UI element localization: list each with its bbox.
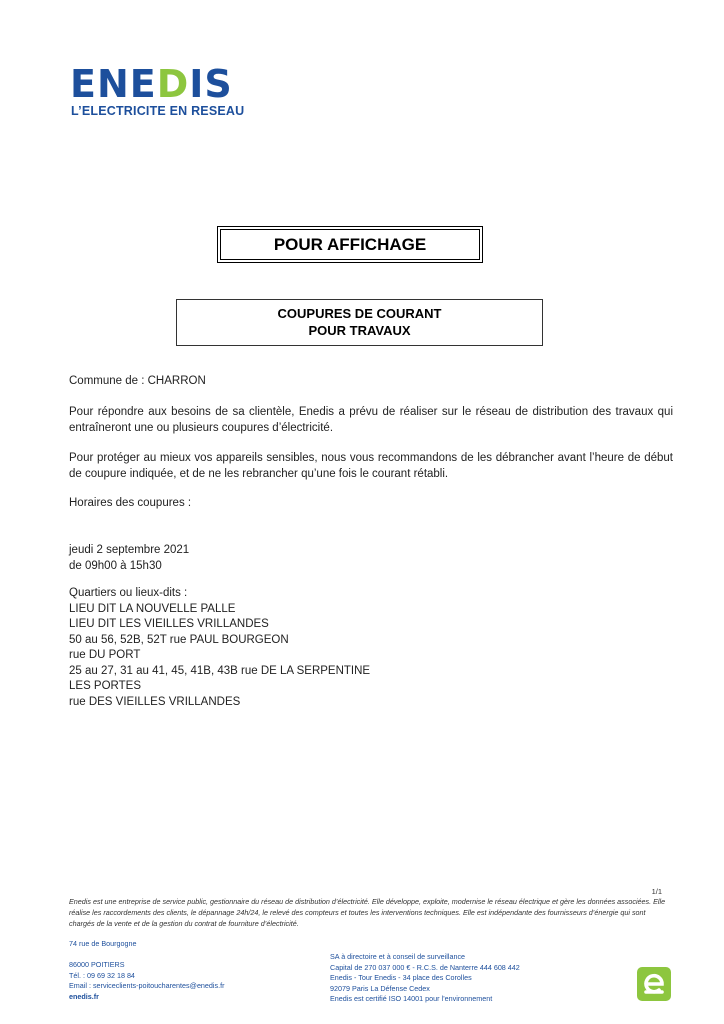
footer-phone: Tél. : 09 69 32 18 84	[69, 970, 135, 980]
display-notice-box	[217, 226, 483, 263]
location-item: LIEU DIT LA NOUVELLE PALLE	[69, 602, 236, 615]
location-item: rue DU PORT	[69, 649, 141, 661]
display-notice-label: POUR AFFICHAGE	[273, 234, 427, 254]
corporate-line: Enedis - Tour Enedis - 34 place des Corolles	[330, 973, 472, 982]
commune-line: Commune de : CHARRON	[69, 375, 206, 387]
footer-disclaimer: Enedis est une entreprise de service public, gestionnaire du réseau de distribution d’électricité. Elle développe, exploite, modernise le réseau électrique et gère les données associées. Elle réalise les raccordements des clients, le dépannage 24h/24, le relevé des compteurs et toutes les interventions techniques. Elle est indépendante des fournisseurs d’énergie qui sont chargés de la vente et de la gestion du contrat de fourniture d’électricité.	[69, 897, 666, 928]
location-item: LES PORTES	[69, 680, 142, 692]
location-item: LIEU DIT LES VIEILLES VRILLANDES	[69, 618, 269, 630]
corporate-line: Enedis est certifié ISO 14001 pour l’environnement	[330, 994, 493, 1003]
footer-contact	[69, 939, 225, 1002]
notice-title-box	[176, 299, 543, 346]
schedule-block	[69, 543, 673, 574]
footer-email[interactable]: Email : serviceclients-poitoucharentes@enedis.fr	[69, 981, 225, 990]
notice-title-line2: POUR TRAVAUX	[308, 323, 411, 338]
location-item: rue DES VIEILLES VRILLANDES	[69, 695, 241, 708]
footer-street: 74 rue de Bourgogne	[69, 939, 137, 948]
locations-block	[69, 586, 673, 710]
intro-paragraph: Pour répondre aux besoins de sa clientèle, Enedis a prévu de réaliser sur le réseau de distribution des travaux qui entraîneront une ou plusieurs coupures d’électricité.	[69, 406, 673, 434]
corporate-line: Capital de 270 037 000 € - R.C.S. de Nanterre 444 608 442	[330, 962, 520, 972]
notice-title-line1: COUPURES DE COURANT	[277, 306, 442, 321]
corporate-line: SA à directoire et à conseil de surveillance	[330, 952, 466, 961]
locations-label: Quartiers ou lieux-dits :	[69, 587, 188, 599]
enedis-logo	[70, 62, 245, 124]
logo-tagline: L’ELECTRICITE EN RESEAU	[71, 104, 245, 118]
corporate-line: 92079 Paris La Défense Cedex	[330, 983, 430, 993]
location-item: 50 au 56, 52B, 52T rue PAUL BOURGEON	[69, 633, 289, 646]
schedule-label: Horaires des coupures :	[69, 497, 192, 509]
footer-city: 86000 POITIERS	[69, 960, 125, 969]
location-item: 25 au 27, 31 au 41, 45, 41B, 43B rue DE LA SERPENTINE	[69, 664, 371, 677]
outage-date: jeudi 2 septembre 2021	[69, 544, 190, 556]
footer-corporate-info	[330, 952, 520, 1005]
footer-website-link[interactable]: enedis.fr	[69, 991, 99, 1001]
advice-paragraph: Pour protéger au mieux vos appareils sensibles, nous vous recommandons de les débrancher avant l’heure de début de coupure indiquée, et de ne les rebrancher qu’une fois le courant rétabli.	[69, 452, 673, 480]
logo-wordmark: ENEDIS	[70, 62, 233, 106]
outage-time: de 09h00 à 15h30	[69, 559, 162, 572]
enedis-e-icon	[637, 967, 671, 1001]
page-number: 1/1	[651, 887, 662, 896]
